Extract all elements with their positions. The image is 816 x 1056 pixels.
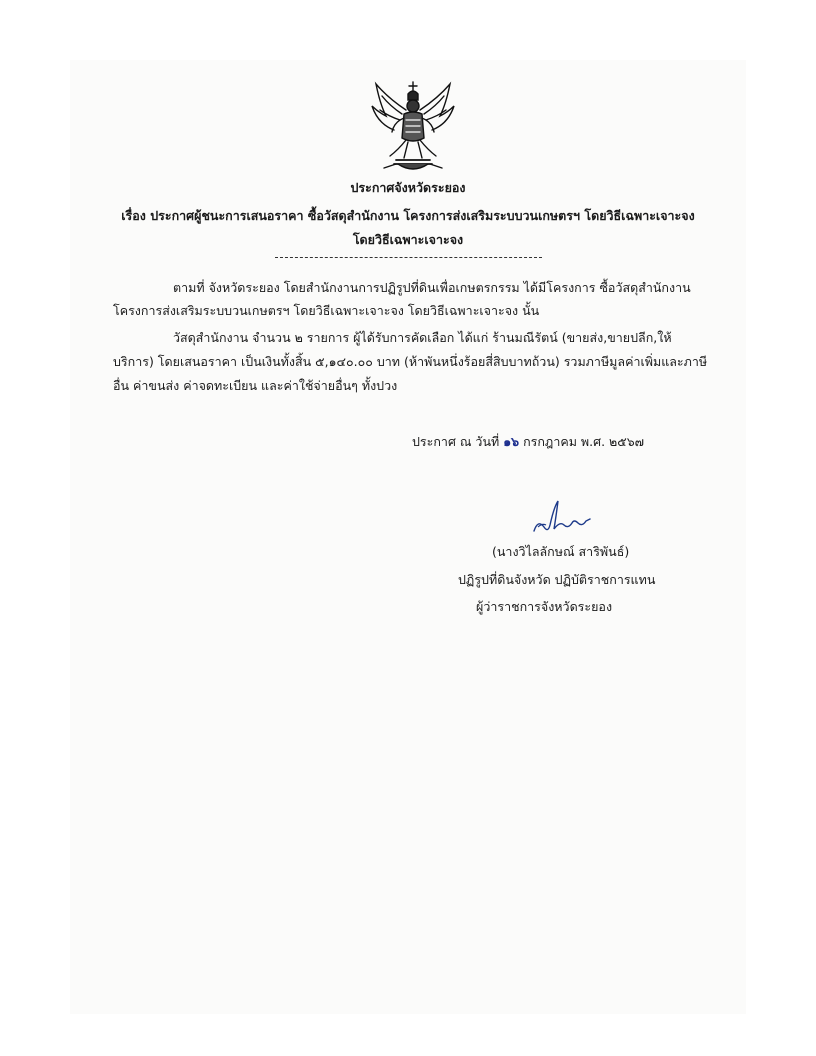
paragraph-1-line-1: ตามที่ จังหวัดระยอง โดยสำนักงานการปฏิรูปที่ดินเพื่อเกษตรกรรม ได้มีโครงการ ซื้อวัสดุสำนักงาน: [173, 280, 691, 295]
signatory-name: (นางวิไลลักษณ์ สาริพันธ์): [492, 544, 630, 559]
announcement-date: [412, 432, 644, 452]
date-prefix: ประกาศ ณ วันที่: [412, 434, 500, 449]
signatory-position-1: ปฏิรูปที่ดินจังหวัด ปฏิบัติราชการแทน: [458, 572, 656, 587]
garuda-emblem-icon: [366, 76, 460, 176]
date-month-year: กรกฎาคม พ.ศ. ๒๕๖๗: [523, 434, 645, 449]
subject-line-1: เรื่อง ประกาศผู้ชนะการเสนอราคา ซื้อวัสดุสำนักงาน โครงการส่งเสริมระบบวนเกษตรฯ โดยวิธีเฉพาะเจาะจง: [121, 208, 695, 223]
paragraph-2-line-1: วัสดุสำนักงาน จำนวน ๒ รายการ ผู้ได้รับการคัดเลือก ได้แก่ ร้านมณีรัตน์ (ขายส่ง,ขายปลีก,ให้: [173, 330, 672, 345]
paragraph-2-line-2: บริการ) โดยเสนอราคา เป็นเงินทั้งสิ้น ๕,๑๔๐.๐๐ บาท (ห้าพันหนึ่งร้อยสี่สิบบาทถ้วน) รวมภาษีมูลค่าเพิ่มและภาษี: [113, 354, 708, 369]
paragraph-2-line-3: อื่น ค่าขนส่ง ค่าจดทะเบียน และค่าใช้จ่ายอื่นๆ ทั้งปวง: [113, 378, 398, 393]
paragraph-1-line-2: โครงการส่งเสริมระบบวนเกษตรฯ โดยวิธีเฉพาะเจาะจง โดยวิธีเฉพาะเจาะจง นั้น: [113, 303, 540, 318]
document-page: [70, 60, 746, 1014]
subject-line-2: โดยวิธีเฉพาะเจาะจง: [352, 232, 464, 247]
date-day: ๑๖: [503, 434, 520, 449]
issuer-title: ประกาศจังหวัดระยอง: [350, 180, 466, 195]
signatory-position-2: ผู้ว่าราชการจังหวัดระยอง: [476, 599, 613, 614]
handwritten-signature-icon: [524, 497, 594, 537]
divider-line: [275, 257, 542, 258]
